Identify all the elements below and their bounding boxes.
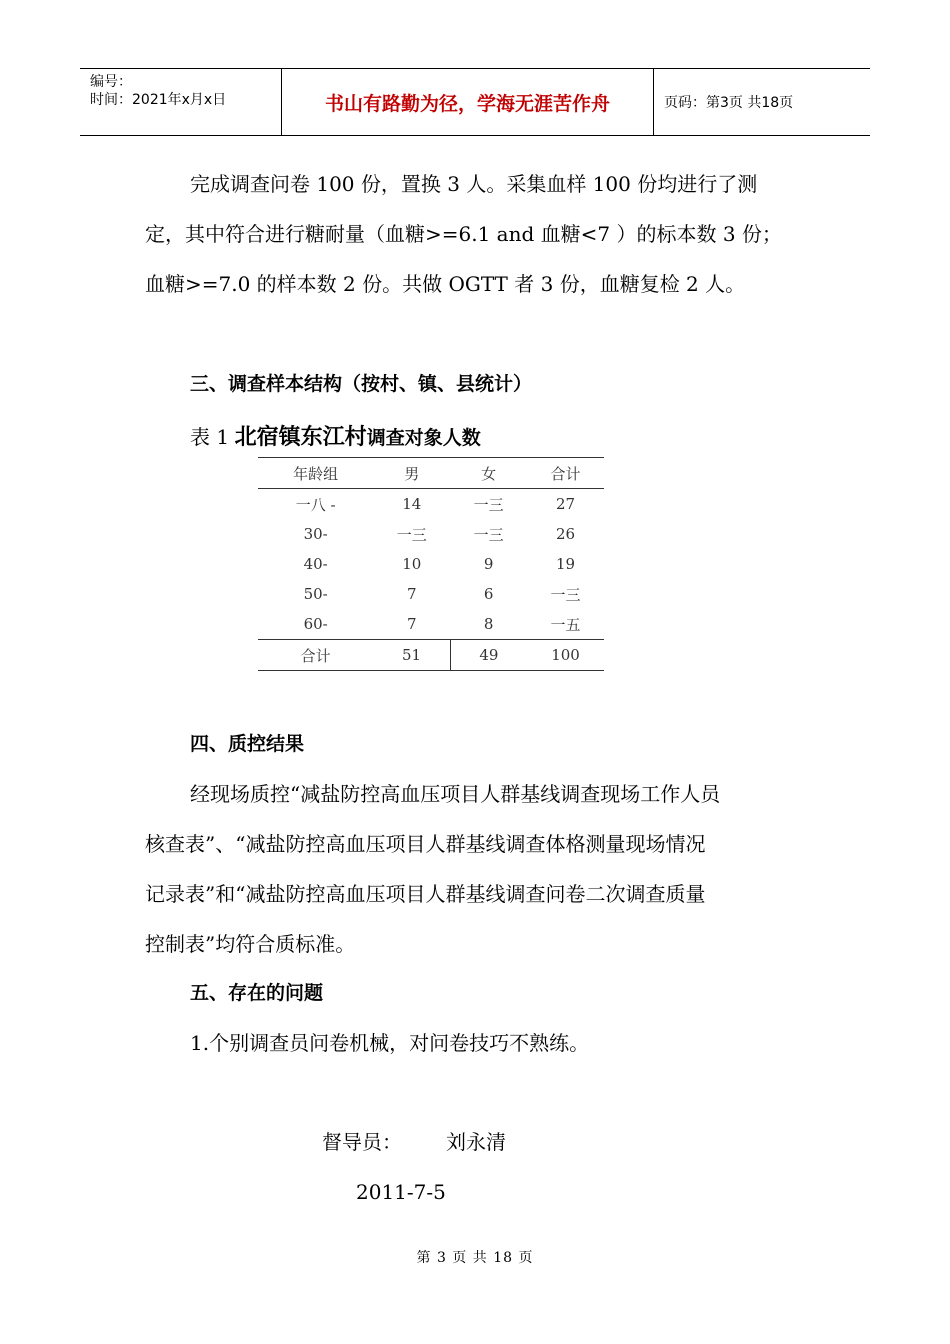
para1-line1: 完成调查问卷 100 份，置换 3 人。采集血样 100 份均进行了测 <box>190 172 758 196</box>
header-motto: 书山有路勤为径，学海无涯苦作舟 <box>282 69 654 135</box>
table-cell: 一三 <box>473 525 504 544</box>
header-page-label: 页码：第3页 共18页 <box>664 95 794 111</box>
table-cell: 27 <box>556 495 576 513</box>
table-caption-prefix: 表 1 <box>190 425 230 449</box>
table-cell: 一三 <box>473 495 504 514</box>
table-row <box>258 579 604 609</box>
table-cell: 19 <box>556 555 576 573</box>
supervisor-name: 刘永清 <box>446 1130 506 1154</box>
table-cell: 60- <box>303 615 328 633</box>
table-cell: 10 <box>402 555 422 573</box>
header-time-label: 时间：2021年x月x日 <box>90 92 227 108</box>
header-number-label: 编号： <box>90 74 132 90</box>
table-header-cell: 男 <box>373 458 450 489</box>
table-cell: 6 <box>483 585 494 603</box>
table-cell: 合计 <box>258 640 373 671</box>
table-cell: 一八 - <box>295 495 336 514</box>
table-row <box>258 609 604 640</box>
supervisor-label: 督导员： <box>322 1130 402 1154</box>
table-cell: 一三 <box>550 585 581 604</box>
table-cell: 一三 <box>396 525 427 544</box>
table-total-row <box>258 640 604 671</box>
section3-title: 三、调查样本结构（按村、镇、县统计） <box>190 373 533 395</box>
table-caption-main: 北宿镇东江村 <box>234 425 367 450</box>
para1-line2: 定，其中符合进行糖耐量（血糖>=6.1 and 血糖<7 ）的标本数 3 份； <box>145 222 782 246</box>
para2-line4: 控制表”均符合质标准。 <box>145 932 356 956</box>
table-cell: 7 <box>406 585 417 603</box>
table-row <box>258 489 604 520</box>
table-cell: 9 <box>483 555 494 573</box>
para2-line2: 核查表”、“减盐防控高血压项目人群基线调查体格测量现场情况 <box>145 832 706 856</box>
issue-item-1: 1.个别调查员问卷机械，对问卷技巧不熟练。 <box>190 1031 590 1055</box>
para1-line3: 血糖>=7.0 的样本数 2 份。共做 OGTT 者 3 份，血糖复检 2 人。 <box>145 272 746 296</box>
para2-line3: 记录表”和“减盐防控高血压项目人群基线调查问卷二次调查质量 <box>145 882 706 906</box>
table-cell: 7 <box>406 615 417 633</box>
table-cell: 8 <box>483 615 494 633</box>
table-header-row <box>258 458 604 489</box>
page-footer: 第 3 页 共 18 页 <box>416 1250 534 1266</box>
table-header-cell: 年龄组 <box>258 458 373 489</box>
table-cell: 50- <box>303 585 328 603</box>
table-cell: 49 <box>450 640 527 671</box>
table-cell: 一五 <box>550 615 581 634</box>
table-cell: 51 <box>373 640 450 671</box>
table-row <box>258 549 604 579</box>
table-row <box>258 519 604 549</box>
table-cell: 40- <box>303 555 328 573</box>
header-meta <box>80 69 282 135</box>
table-cell: 26 <box>556 525 576 543</box>
table-caption-suffix: 调查对象人数 <box>366 427 481 449</box>
table-caption <box>190 420 481 451</box>
table-cell: 14 <box>402 495 422 513</box>
section4-title: 四、质控结果 <box>190 733 305 755</box>
table-header-cell: 女 <box>450 458 527 489</box>
page-header <box>80 68 870 136</box>
subjects-table <box>258 457 604 671</box>
para2-line1: 经现场质控“减盐防控高血压项目人群基线调查现场工作人员 <box>190 782 721 806</box>
section5-title: 五、存在的问题 <box>190 982 324 1004</box>
table-header-cell: 合计 <box>527 458 604 489</box>
table-cell: 30- <box>303 525 328 543</box>
table-cell: 100 <box>527 640 604 671</box>
sign-date: 2011-7-5 <box>356 1180 446 1204</box>
